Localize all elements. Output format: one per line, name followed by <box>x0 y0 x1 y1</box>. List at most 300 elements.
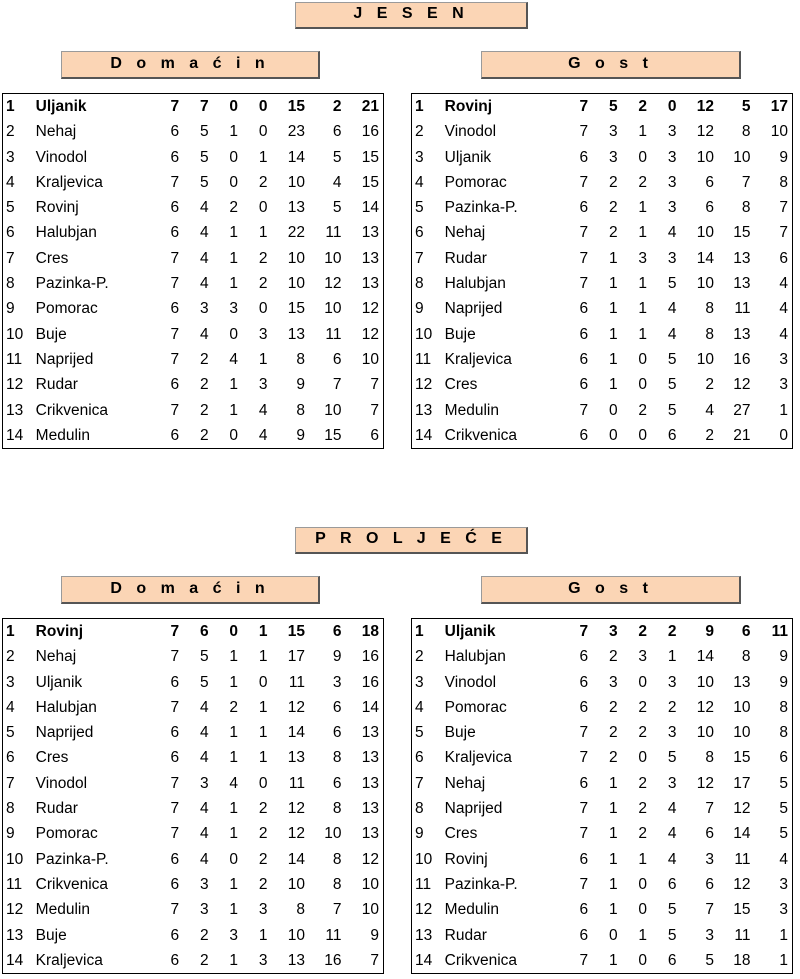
draws-cell: 2 <box>638 774 648 792</box>
points-cell: 6 <box>779 249 788 267</box>
losses-cell: 1 <box>258 148 268 166</box>
team-name-cell: Buje <box>444 724 476 742</box>
goals-against-cell: 13 <box>733 325 751 343</box>
rank-cell: 7 <box>6 774 15 792</box>
rank-cell: 14 <box>415 951 433 969</box>
goals-against-cell: 16 <box>324 951 342 969</box>
home-header-jesen: D o m a ć i n <box>61 51 320 79</box>
draws-cell: 2 <box>638 98 648 115</box>
rank-cell: 12 <box>6 901 24 919</box>
team-name-cell: Halubjan <box>35 224 97 242</box>
losses-cell: 1 <box>258 350 268 368</box>
team-name-cell: Rudar <box>35 376 78 394</box>
goals-against-cell: 7 <box>332 376 342 394</box>
played-cell: 6 <box>170 148 180 166</box>
goals-against-cell: 7 <box>741 173 751 191</box>
wins-cell: 1 <box>608 249 618 267</box>
points-cell: 4 <box>779 325 788 343</box>
goals-against-cell: 15 <box>324 426 342 444</box>
goals-against-cell: 13 <box>733 673 751 691</box>
table-row <box>412 923 792 948</box>
goals-for-cell: 8 <box>705 749 714 767</box>
goals-against-cell: 6 <box>332 123 342 141</box>
team-name-cell: Uljanik <box>35 98 87 115</box>
played-cell: 7 <box>170 98 180 115</box>
draws-cell: 2 <box>229 698 239 716</box>
points-cell: 4 <box>779 275 788 293</box>
wins-cell: 2 <box>199 376 209 394</box>
wins-cell: 4 <box>199 850 209 868</box>
team-name-cell: Uljanik <box>35 673 83 691</box>
wins-cell: 1 <box>608 800 618 818</box>
goals-for-cell: 10 <box>287 275 305 293</box>
goals-for-cell: 9 <box>296 376 305 394</box>
losses-cell: 2 <box>258 173 268 191</box>
losses-cell: 6 <box>667 951 677 969</box>
goals-against-cell: 11 <box>734 850 751 868</box>
wins-cell: 2 <box>199 951 209 969</box>
draws-cell: 0 <box>638 426 648 444</box>
played-cell: 6 <box>170 199 180 217</box>
wins-cell: 2 <box>608 173 618 191</box>
goals-for-cell: 13 <box>287 199 305 217</box>
goals-against-cell: 15 <box>733 901 751 919</box>
goals-for-cell: 8 <box>296 350 305 368</box>
goals-for-cell: 11 <box>288 774 305 792</box>
team-name-cell: Buje <box>35 926 67 944</box>
team-name-cell: Pomorac <box>35 825 98 843</box>
points-cell: 9 <box>779 148 788 166</box>
table-row <box>3 745 383 770</box>
losses-cell: 4 <box>667 800 677 818</box>
table-row <box>3 398 383 423</box>
draws-cell: 0 <box>638 875 648 893</box>
points-cell: 1 <box>779 951 788 969</box>
played-cell: 6 <box>579 673 589 691</box>
rank-cell: 9 <box>415 825 424 843</box>
table-row <box>412 195 792 220</box>
table-row <box>3 119 383 144</box>
draws-cell: 1 <box>638 926 648 944</box>
rank-cell: 3 <box>6 148 15 166</box>
played-cell: 6 <box>170 673 180 691</box>
table-row <box>3 619 383 644</box>
losses-cell: 1 <box>258 749 268 767</box>
losses-cell: 3 <box>667 199 677 217</box>
played-cell: 6 <box>170 926 180 944</box>
points-cell: 13 <box>361 249 379 267</box>
wins-cell: 1 <box>608 901 618 919</box>
goals-for-cell: 10 <box>696 224 714 242</box>
rank-cell: 14 <box>6 951 24 969</box>
wins-cell: 1 <box>608 275 618 293</box>
table-row <box>3 923 383 948</box>
home-table-jesen <box>2 93 384 449</box>
goals-for-cell: 12 <box>696 698 714 716</box>
points-cell: 13 <box>361 800 379 818</box>
standings-body <box>3 619 383 973</box>
goals-for-cell: 8 <box>705 300 714 318</box>
rank-cell: 5 <box>415 724 424 742</box>
losses-cell: 2 <box>667 698 677 716</box>
table-row <box>412 296 792 321</box>
points-cell: 7 <box>370 376 379 394</box>
points-cell: 5 <box>779 800 788 818</box>
losses-cell: 5 <box>667 275 677 293</box>
goals-for-cell: 15 <box>287 623 305 640</box>
team-name-cell: Pomorac <box>444 698 507 716</box>
points-cell: 10 <box>361 350 379 368</box>
table-row <box>3 695 383 720</box>
team-name-cell: Medulin <box>444 901 499 919</box>
wins-cell: 3 <box>608 123 618 141</box>
played-cell: 6 <box>579 774 589 792</box>
goals-against-cell: 12 <box>324 275 342 293</box>
played-cell: 6 <box>170 300 180 318</box>
losses-cell: 4 <box>258 401 268 419</box>
rank-cell: 13 <box>415 926 433 944</box>
goals-for-cell: 23 <box>287 123 305 141</box>
table-row <box>412 948 792 973</box>
table-row <box>3 423 383 448</box>
points-cell: 10 <box>361 875 379 893</box>
draws-cell: 2 <box>638 825 648 843</box>
table-row <box>412 745 792 770</box>
team-name-cell: Nehaj <box>35 123 77 141</box>
goals-for-cell: 13 <box>287 325 305 343</box>
draws-cell: 0 <box>638 951 648 969</box>
team-name-cell: Rudar <box>35 800 78 818</box>
losses-cell: 3 <box>667 173 677 191</box>
played-cell: 6 <box>579 300 589 318</box>
team-name-cell: Naprijed <box>35 724 94 742</box>
table-row <box>412 670 792 695</box>
played-cell: 6 <box>579 350 589 368</box>
team-name-cell: Kraljevica <box>35 951 103 969</box>
goals-against-cell: 12 <box>733 376 751 394</box>
goals-for-cell: 10 <box>287 875 305 893</box>
played-cell: 7 <box>579 123 589 141</box>
losses-cell: 2 <box>258 850 268 868</box>
table-row <box>3 847 383 872</box>
losses-cell: 1 <box>667 648 677 666</box>
table-row <box>412 220 792 245</box>
goals-against-cell: 6 <box>332 623 342 640</box>
goals-against-cell: 17 <box>733 774 751 792</box>
table-row <box>3 948 383 973</box>
goals-for-cell: 10 <box>696 724 714 742</box>
table-row <box>3 771 383 796</box>
rank-cell: 2 <box>415 648 424 666</box>
away-header-jesen: G o s t <box>481 51 741 79</box>
played-cell: 7 <box>579 249 589 267</box>
goals-for-cell: 12 <box>287 825 305 843</box>
goals-against-cell: 10 <box>733 724 751 742</box>
losses-cell: 3 <box>667 148 677 166</box>
played-cell: 7 <box>170 275 180 293</box>
draws-cell: 3 <box>638 648 648 666</box>
draws-cell: 1 <box>229 951 239 969</box>
losses-cell: 1 <box>258 648 268 666</box>
table-row <box>3 670 383 695</box>
goals-against-cell: 10 <box>324 249 342 267</box>
played-cell: 6 <box>579 698 589 716</box>
played-cell: 6 <box>170 875 180 893</box>
goals-for-cell: 14 <box>287 850 305 868</box>
losses-cell: 1 <box>258 623 268 640</box>
goals-for-cell: 12 <box>696 123 714 141</box>
losses-cell: 3 <box>667 123 677 141</box>
losses-cell: 0 <box>258 300 268 318</box>
goals-against-cell: 6 <box>332 774 342 792</box>
team-name-cell: Rudar <box>444 926 487 944</box>
team-name-cell: Buje <box>444 325 476 343</box>
team-name-cell: Medulin <box>444 401 499 419</box>
draws-cell: 1 <box>638 123 648 141</box>
points-cell: 7 <box>779 224 788 242</box>
rank-cell: 10 <box>6 850 24 868</box>
team-name-cell: Kraljevica <box>444 749 512 767</box>
draws-cell: 4 <box>229 774 239 792</box>
team-name-cell: Crikvenica <box>35 875 109 893</box>
goals-for-cell: 9 <box>296 426 305 444</box>
goals-for-cell: 7 <box>705 800 714 818</box>
draws-cell: 0 <box>229 850 239 868</box>
rank-cell: 8 <box>415 275 424 293</box>
draws-cell: 0 <box>229 148 239 166</box>
losses-cell: 0 <box>258 199 268 217</box>
goals-for-cell: 8 <box>296 401 305 419</box>
draws-cell: 0 <box>229 173 239 191</box>
played-cell: 7 <box>579 623 589 640</box>
table-row <box>412 644 792 669</box>
wins-cell: 1 <box>608 875 618 893</box>
wins-cell: 5 <box>199 148 209 166</box>
goals-for-cell: 3 <box>705 926 714 944</box>
points-cell: 16 <box>361 123 379 141</box>
draws-cell: 1 <box>638 275 648 293</box>
points-cell: 10 <box>770 123 788 141</box>
team-name-cell: Nehaj <box>444 224 486 242</box>
losses-cell: 2 <box>258 275 268 293</box>
losses-cell: 4 <box>667 325 677 343</box>
wins-cell: 4 <box>199 724 209 742</box>
wins-cell: 7 <box>199 98 209 115</box>
rank-cell: 11 <box>415 875 432 893</box>
losses-cell: 6 <box>667 426 677 444</box>
rank-cell: 3 <box>6 673 15 691</box>
table-row <box>3 94 383 119</box>
goals-against-cell: 9 <box>332 648 342 666</box>
rank-cell: 12 <box>415 901 433 919</box>
table-row <box>412 720 792 745</box>
rank-cell: 8 <box>6 275 15 293</box>
points-cell: 8 <box>779 724 788 742</box>
goals-against-cell: 13 <box>733 275 751 293</box>
wins-cell: 0 <box>608 926 618 944</box>
played-cell: 6 <box>579 926 589 944</box>
table-row <box>412 771 792 796</box>
losses-cell: 3 <box>667 673 677 691</box>
goals-against-cell: 12 <box>733 875 751 893</box>
away-table-jesen <box>411 93 793 449</box>
losses-cell: 1 <box>258 926 268 944</box>
team-name-cell: Halubjan <box>444 648 506 666</box>
rank-cell: 10 <box>415 850 433 868</box>
goals-for-cell: 10 <box>287 249 305 267</box>
rank-cell: 8 <box>415 800 424 818</box>
team-name-cell: Buje <box>35 325 67 343</box>
wins-cell: 2 <box>608 698 618 716</box>
losses-cell: 1 <box>258 698 268 716</box>
played-cell: 6 <box>579 376 589 394</box>
home-header-proljece: D o m a ć i n <box>61 576 320 604</box>
points-cell: 7 <box>370 951 379 969</box>
losses-cell: 2 <box>667 623 677 640</box>
goals-against-cell: 8 <box>332 875 342 893</box>
team-name-cell: Pazinka-P. <box>35 275 109 293</box>
losses-cell: 2 <box>258 249 268 267</box>
points-cell: 8 <box>779 698 788 716</box>
goals-against-cell: 5 <box>332 199 342 217</box>
losses-cell: 5 <box>667 926 677 944</box>
played-cell: 7 <box>170 698 180 716</box>
goals-for-cell: 10 <box>287 926 305 944</box>
wins-cell: 3 <box>199 300 209 318</box>
team-name-cell: Pomorac <box>35 300 98 318</box>
team-name-cell: Cres <box>444 376 478 394</box>
rank-cell: 3 <box>415 148 424 166</box>
team-name-cell: Crikvenica <box>444 426 518 444</box>
rank-cell: 11 <box>6 875 23 893</box>
losses-cell: 3 <box>667 249 677 267</box>
losses-cell: 4 <box>667 850 677 868</box>
draws-cell: 2 <box>638 724 648 742</box>
goals-against-cell: 11 <box>325 325 342 343</box>
table-row <box>3 195 383 220</box>
points-cell: 9 <box>779 673 788 691</box>
losses-cell: 2 <box>258 825 268 843</box>
goals-against-cell: 8 <box>741 648 751 666</box>
table-row <box>412 145 792 170</box>
team-name-cell: Rovinj <box>444 98 493 115</box>
points-cell: 13 <box>361 749 379 767</box>
losses-cell: 4 <box>667 224 677 242</box>
points-cell: 3 <box>779 376 788 394</box>
rank-cell: 9 <box>6 300 15 318</box>
table-row <box>3 246 383 271</box>
played-cell: 6 <box>170 951 180 969</box>
goals-against-cell: 13 <box>733 249 751 267</box>
team-name-cell: Uljanik <box>444 148 492 166</box>
table-row <box>412 322 792 347</box>
team-name-cell: Crikvenica <box>444 951 518 969</box>
points-cell: 0 <box>779 426 788 444</box>
team-name-cell: Pazinka-P. <box>444 875 518 893</box>
played-cell: 7 <box>579 173 589 191</box>
rank-cell: 12 <box>6 376 24 394</box>
draws-cell: 1 <box>638 300 648 318</box>
wins-cell: 5 <box>199 173 209 191</box>
table-row <box>3 644 383 669</box>
points-cell: 7 <box>779 199 788 217</box>
table-row <box>412 821 792 846</box>
draws-cell: 1 <box>638 224 648 242</box>
points-cell: 16 <box>361 648 379 666</box>
team-name-cell: Pomorac <box>444 173 507 191</box>
draws-cell: 2 <box>638 623 648 640</box>
points-cell: 15 <box>361 173 379 191</box>
losses-cell: 1 <box>258 724 268 742</box>
table-row <box>412 347 792 372</box>
wins-cell: 3 <box>199 774 209 792</box>
team-name-cell: Pazinka-P. <box>444 199 518 217</box>
wins-cell: 2 <box>199 350 209 368</box>
played-cell: 7 <box>579 275 589 293</box>
team-name-cell: Vinodol <box>35 774 88 792</box>
draws-cell: 1 <box>229 875 239 893</box>
goals-for-cell: 12 <box>696 774 714 792</box>
wins-cell: 4 <box>199 199 209 217</box>
goals-for-cell: 8 <box>705 325 714 343</box>
goals-against-cell: 6 <box>332 724 342 742</box>
draws-cell: 1 <box>638 199 648 217</box>
wins-cell: 2 <box>608 224 618 242</box>
goals-against-cell: 10 <box>324 401 342 419</box>
team-name-cell: Naprijed <box>444 300 503 318</box>
rank-cell: 10 <box>6 325 24 343</box>
played-cell: 7 <box>170 901 180 919</box>
losses-cell: 5 <box>667 401 677 419</box>
draws-cell: 1 <box>229 224 239 242</box>
draws-cell: 3 <box>638 249 648 267</box>
wins-cell: 4 <box>199 800 209 818</box>
points-cell: 1 <box>779 401 788 419</box>
played-cell: 6 <box>579 648 589 666</box>
losses-cell: 5 <box>667 749 677 767</box>
losses-cell: 0 <box>258 123 268 141</box>
played-cell: 7 <box>579 875 589 893</box>
losses-cell: 3 <box>258 901 268 919</box>
draws-cell: 1 <box>229 123 239 141</box>
losses-cell: 4 <box>667 300 677 318</box>
played-cell: 7 <box>170 325 180 343</box>
season-title-jesen: J E S E N <box>295 2 528 29</box>
goals-against-cell: 8 <box>741 123 751 141</box>
draws-cell: 2 <box>638 698 648 716</box>
team-name-cell: Rovinj <box>35 199 79 217</box>
wins-cell: 2 <box>199 426 209 444</box>
goals-for-cell: 14 <box>696 249 714 267</box>
goals-for-cell: 15 <box>287 98 305 115</box>
goals-for-cell: 13 <box>287 749 305 767</box>
table-row <box>412 619 792 644</box>
goals-for-cell: 12 <box>287 698 305 716</box>
goals-against-cell: 11 <box>325 224 342 242</box>
played-cell: 7 <box>170 350 180 368</box>
wins-cell: 6 <box>199 623 209 640</box>
goals-against-cell: 8 <box>741 199 751 217</box>
losses-cell: 3 <box>258 325 268 343</box>
goals-against-cell: 10 <box>324 825 342 843</box>
goals-for-cell: 22 <box>287 224 305 242</box>
goals-for-cell: 10 <box>696 350 714 368</box>
table-row <box>3 720 383 745</box>
wins-cell: 3 <box>608 673 618 691</box>
wins-cell: 2 <box>608 199 618 217</box>
losses-cell: 3 <box>258 951 268 969</box>
draws-cell: 1 <box>638 325 648 343</box>
